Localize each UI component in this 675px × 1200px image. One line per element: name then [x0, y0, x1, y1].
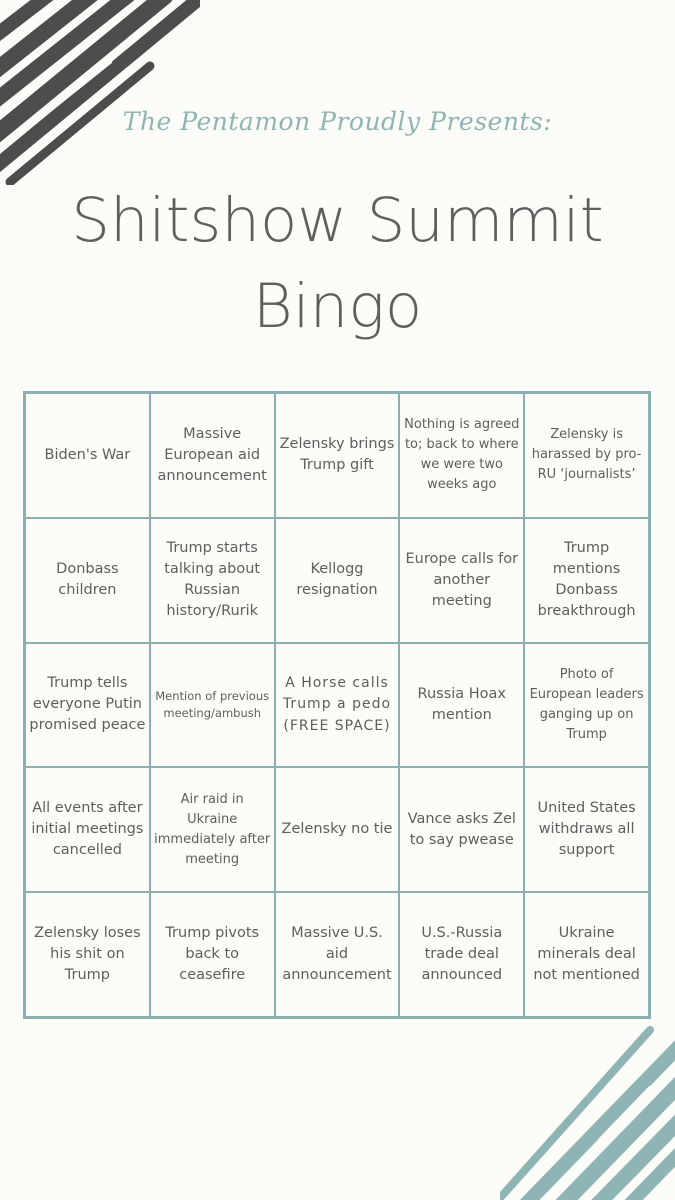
bingo-cell[interactable]: Nothing is agreed to; back to where we were two weeks ago	[399, 393, 524, 518]
bingo-cell[interactable]: Air raid in Ukraine immediately after meeting	[150, 767, 275, 892]
brush-stroke-decoration-bottom	[500, 1020, 675, 1200]
bingo-cell[interactable]: Europe calls for another meeting	[399, 518, 524, 643]
bingo-cell[interactable]: Donbass children	[25, 518, 150, 643]
bingo-cell[interactable]: Biden's War	[25, 393, 150, 518]
bingo-cell[interactable]: Massive European aid announcement	[150, 393, 275, 518]
bingo-cell[interactable]: Russia Hoax mention	[399, 643, 524, 768]
bingo-cell[interactable]: All events after initial meetings cancelled	[25, 767, 150, 892]
bingo-cell[interactable]: Zelensky brings Trump gift	[275, 393, 400, 518]
bingo-cell-free-space[interactable]: A Horse calls Trump a pedo (FREE SPACE)	[275, 643, 400, 768]
bingo-cell[interactable]: Zelensky loses his shit on Trump	[25, 892, 150, 1017]
bingo-cell[interactable]: U.S.-Russia trade deal announced	[399, 892, 524, 1017]
bingo-cell[interactable]: Mention of previous meeting/ambush	[150, 643, 275, 768]
brush-stroke-decoration-top	[0, 0, 200, 185]
bingo-cell[interactable]: Ukraine minerals deal not mentioned	[524, 892, 649, 1017]
subtitle: The Pentamon Proudly Presents:	[122, 107, 553, 136]
title-line-2: Bingo	[252, 271, 423, 342]
bingo-board	[23, 391, 651, 1019]
bingo-cell[interactable]: Vance asks Zel to say pwease	[399, 767, 524, 892]
bingo-cell[interactable]: Photo of European leaders ganging up on Trump	[524, 643, 649, 768]
bingo-cell[interactable]: Zelensky is harassed by pro-RU ‘journalists’	[524, 393, 649, 518]
bingo-cell[interactable]: Trump mentions Donbass breakthrough	[524, 518, 649, 643]
bingo-cell[interactable]: Trump tells everyone Putin promised peace	[25, 643, 150, 768]
bingo-cell[interactable]: United States withdraws all support	[524, 767, 649, 892]
bingo-cell[interactable]: Zelensky no tie	[275, 767, 400, 892]
bingo-cell[interactable]: Kellogg resignation	[275, 518, 400, 643]
bingo-cell[interactable]: Massive U.S. aid announcement	[275, 892, 400, 1017]
bingo-cell[interactable]: Trump starts talking about Russian history/Rurik	[150, 518, 275, 643]
title-line-1: Shitshow Summit	[71, 185, 604, 256]
bingo-cell[interactable]: Trump pivots back to ceasefire	[150, 892, 275, 1017]
page-title	[0, 178, 675, 350]
